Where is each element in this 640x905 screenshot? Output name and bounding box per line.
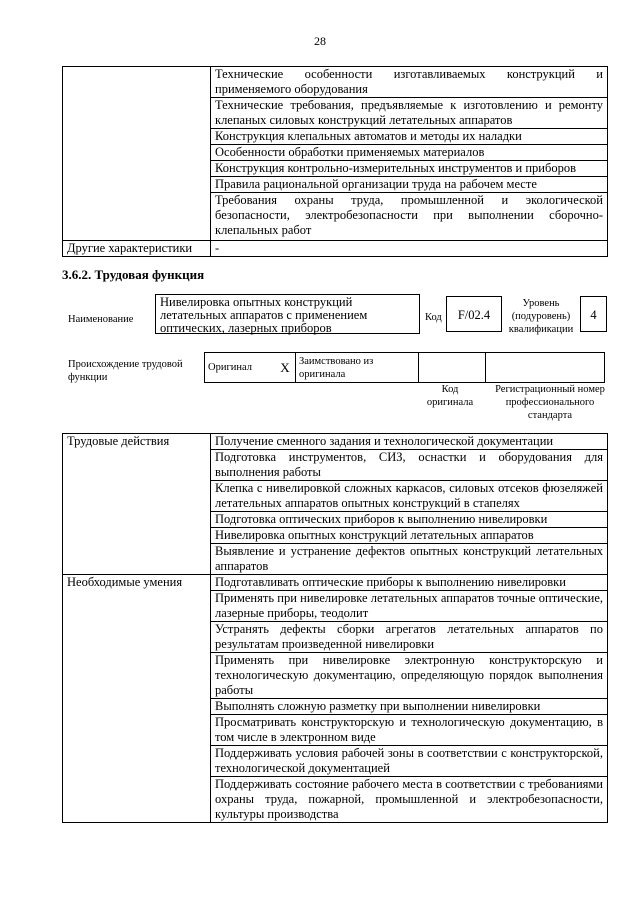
knowledge-item: Особенности обработки применяемых материалов [211, 145, 608, 161]
origin-table [204, 352, 605, 383]
name-label: Наименование [68, 314, 134, 325]
original-code-caption: Код оригинала [426, 384, 474, 408]
skill-item: Выполнять сложную разметку при выполнении нивелировки [211, 699, 608, 715]
labor-action-item: Клепка с нивелировкой сложных каркасов, силовых отсеков фюзеляжей летательных аппаратов опытных конструкций в стапелях [211, 481, 608, 512]
skill-item: Применять при нивелировке летательных аппаратов точные оптические, лазерные приборы, теодолит [211, 591, 608, 622]
skill-item: Просматривать конструкторскую и технологическую документацию, в том числе в электронном виде [211, 715, 608, 746]
registration-number-cell [486, 353, 605, 383]
original-label: Оригинал [205, 353, 276, 383]
knowledge-item: Конструкция клепальных автоматов и методы их наладки [211, 129, 608, 145]
level-box: 4 [580, 296, 607, 332]
knowledge-item: Технические требования, предъявляемые к изготовлению и ремонту клепаных силовых конструкций летательных аппаратов [211, 98, 608, 129]
code-label: Код [425, 312, 442, 323]
registration-number-caption: Регистрационный номер профессионального стандарта [495, 384, 605, 421]
labor-action-item: Нивелировка опытных конструкций летательных аппаратов [211, 528, 608, 544]
origin-label: Происхождение трудовой функции [68, 359, 183, 383]
labor-action-item: Получение сменного задания и технологической документации [211, 434, 608, 450]
function-name-box: Нивелировка опытных конструкций летательных аппаратов с применением оптических, лазерных приборов [155, 294, 420, 334]
empty-label-cell [63, 67, 211, 241]
section-heading: 3.6.2. Трудовая функция [62, 267, 205, 282]
knowledge-item: Технические особенности изготавливаемых конструкций и применяемого оборудования [211, 67, 608, 98]
skill-item: Подготавливать оптические приборы к выполнению нивелировки [211, 575, 608, 591]
required-skills-label: Необходимые умения [63, 575, 211, 823]
original-mark: X [275, 353, 296, 383]
labor-actions-label: Трудовые действия [63, 434, 211, 575]
labor-action-item: Подготовка инструментов, СИЗ, оснастки и оборудования для выполнения работы [211, 450, 608, 481]
knowledge-item: Требования охраны труда, промышленной и экологической безопасности, электробезопасности при выполнении сборочно-клепальных работ [211, 193, 608, 241]
skill-item: Устранять дефекты сборки агрегатов летательных аппаратов по результатам произведенной нивелировки [211, 622, 608, 653]
knowledge-item: Конструкция контрольно-измерительных инструментов и приборов [211, 161, 608, 177]
page-number: 28 [314, 34, 326, 48]
level-label: Уровень (подуровень) квалификации [508, 298, 574, 335]
knowledge-item: Правила рациональной организации труда на рабочем месте [211, 177, 608, 193]
borrowed-label: Заимствовано из оригинала [296, 353, 419, 383]
skill-item: Поддерживать состояние рабочего места в соответствии с требованиями охраны труда, пожарной, промышленной и электробезопасности, культуры производства [211, 777, 608, 823]
labor-function-table [62, 433, 608, 823]
other-characteristics-value: - [211, 241, 608, 257]
skill-item: Поддерживать условия рабочей зоны в соответствии с конструкторской, технологической документацией [211, 746, 608, 777]
function-code-box: F/02.4 [446, 296, 502, 332]
labor-action-item: Выявление и устранение дефектов опытных конструкций летательных аппаратов [211, 544, 608, 575]
skill-item: Применять при нивелировке электронную конструкторскую и технологическую документацию, определяющую порядок выполнения работы [211, 653, 608, 699]
labor-action-item: Подготовка оптических приборов к выполнению нивелировки [211, 512, 608, 528]
knowledge-table-continuation [62, 66, 608, 257]
original-code-cell [419, 353, 486, 383]
other-characteristics-label: Другие характеристики [63, 241, 211, 257]
